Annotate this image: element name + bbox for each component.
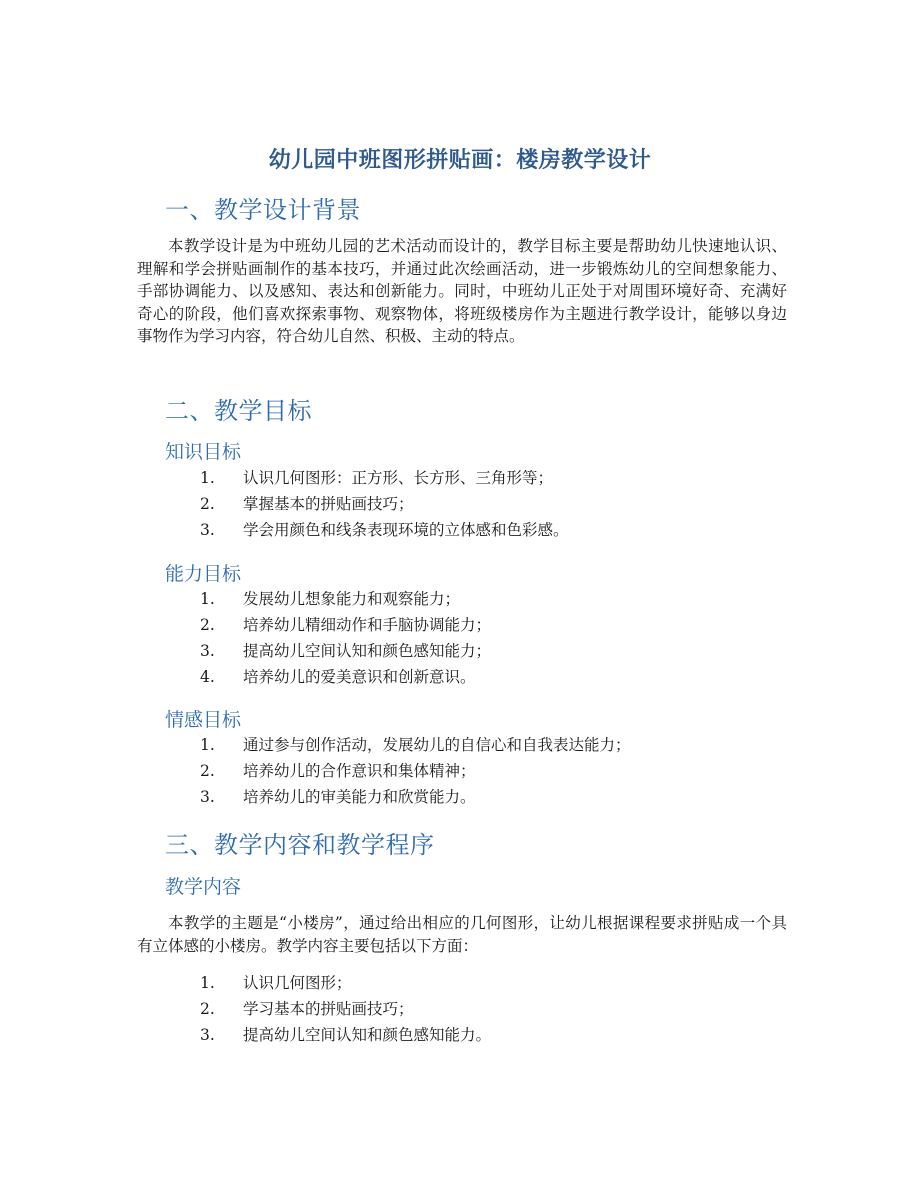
list-number: 1. — [200, 974, 215, 992]
document-title: 幼儿园中班图形拼贴画：楼房教学设计 — [268, 148, 652, 173]
teaching-content-paragraph: 本教学的主题是“小楼房”，通过给出相应的几何图形，让幼儿根据课程要求拼贴成一个具有立体感的小楼房。教学内容主要包括以下方面： — [137, 914, 787, 955]
subheading-emotion-goals: 情感目标 — [165, 709, 242, 731]
section-heading-background: 一、教学设计背景 — [165, 196, 361, 224]
list-number: 3. — [200, 788, 215, 806]
background-paragraph: 本教学设计是为中班幼儿园的艺术活动而设计的，教学目标主要是帮助幼儿快速地认识、理解和学会拼贴画制作的基本技巧，并通过此次绘画活动，进一步锻炼幼儿的空间想象能力、手部协调能力、以及感知、表达和创新能力。同时，中班幼儿正处于对周围环境好奇、充满好奇心的阶段，他们喜欢探索事物、观察物体，将班级楼房作为主题进行教学设计，能够以身边事物作为学习内容，符合幼儿自然、积极、主动的特点。 — [137, 237, 787, 346]
section-heading-content-procedure: 三、教学内容和教学程序 — [165, 831, 435, 859]
list-number: 4. — [200, 668, 215, 686]
list-text: 培养幼儿的合作意识和集体精神； — [243, 762, 476, 780]
list-text: 提高幼儿空间认知和颜色感知能力； — [243, 642, 492, 660]
list-item — [200, 465, 569, 491]
list-number: 2. — [200, 495, 215, 513]
ability-goals-list — [200, 586, 491, 690]
list-item — [200, 612, 491, 638]
list-number: 3. — [200, 642, 215, 660]
list-text: 发展幼儿想象能力和观察能力； — [243, 590, 461, 608]
list-item — [200, 784, 631, 810]
list-number: 1. — [200, 590, 215, 608]
list-item — [200, 732, 631, 758]
list-text: 培养幼儿的审美能力和欣赏能力。 — [243, 788, 476, 806]
list-text: 通过参与创作活动，发展幼儿的自信心和自我表达能力； — [243, 736, 631, 754]
list-number: 2. — [200, 1000, 215, 1018]
subheading-ability-goals: 能力目标 — [165, 563, 242, 585]
list-number: 2. — [200, 616, 215, 634]
list-number: 1. — [200, 736, 215, 754]
list-text: 认识几何图形：正方形、长方形、三角形等； — [243, 469, 554, 487]
list-text: 认识几何图形； — [243, 974, 352, 992]
list-text: 培养幼儿的爱美意识和创新意识。 — [243, 668, 476, 686]
list-text: 掌握基本的拼贴画技巧； — [243, 495, 414, 513]
list-item — [200, 517, 569, 543]
list-text: 培养幼儿精细动作和手脑协调能力； — [243, 616, 492, 634]
list-text: 提高幼儿空间认知和颜色感知能力。 — [243, 1026, 492, 1044]
emotion-goals-list — [200, 732, 631, 810]
list-item — [200, 996, 491, 1022]
list-item — [200, 970, 491, 996]
list-item — [200, 638, 491, 664]
list-item — [200, 758, 631, 784]
list-item — [200, 491, 569, 517]
list-number: 2. — [200, 762, 215, 780]
list-text: 学习基本的拼贴画技巧； — [243, 1000, 414, 1018]
list-item — [200, 664, 491, 690]
list-number: 3. — [200, 1026, 215, 1044]
section-heading-objectives: 二、教学目标 — [165, 397, 312, 425]
subheading-teaching-content: 教学内容 — [165, 876, 242, 898]
list-number: 1. — [200, 469, 215, 487]
knowledge-goals-list — [200, 465, 569, 543]
list-item — [200, 586, 491, 612]
list-item — [200, 1022, 491, 1048]
list-text: 学会用颜色和线条表现环境的立体感和色彩感。 — [243, 521, 569, 539]
list-number: 3. — [200, 521, 215, 539]
teaching-content-list — [200, 970, 491, 1048]
subheading-knowledge-goals: 知识目标 — [165, 441, 242, 463]
